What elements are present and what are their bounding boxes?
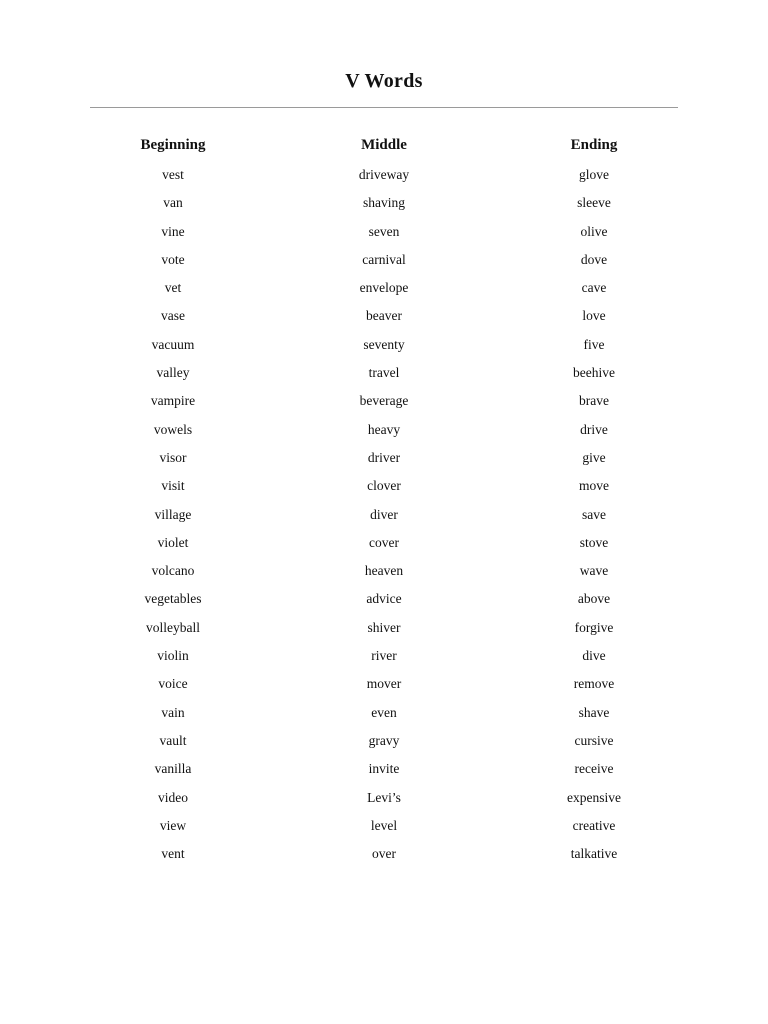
word-item: cursive [574, 732, 614, 748]
word-item: visit [161, 478, 185, 494]
word-item: beaver [366, 308, 402, 324]
word-list-ending [504, 161, 684, 868]
word-item: creative [572, 817, 616, 833]
word-item: travel [368, 365, 400, 381]
word-item: wave [579, 563, 609, 579]
word-item: drive [580, 421, 608, 437]
word-item: shiver [367, 619, 401, 635]
word-item: volcano [151, 563, 195, 579]
word-item: shave [578, 704, 610, 720]
word-item: stove [579, 534, 609, 550]
word-item: vacuum [151, 336, 195, 352]
word-item: violin [157, 648, 189, 664]
column-header-middle: Middle [361, 137, 407, 153]
word-item: heavy [367, 421, 401, 437]
word-item: driveway [358, 167, 410, 182]
word-item: carnival [362, 251, 406, 267]
word-item: five [583, 336, 605, 352]
word-item: invite [368, 761, 400, 777]
word-item: volleyball [146, 619, 200, 635]
word-item: vanilla [154, 761, 192, 777]
word-item: dive [582, 648, 606, 664]
word-item: vet [164, 280, 182, 296]
word-item: cave [581, 280, 607, 296]
word-item: Levi’s [367, 789, 401, 805]
word-item: vowels [153, 421, 193, 437]
word-item: talkative [570, 846, 618, 862]
word-item: beehive [573, 365, 615, 381]
word-item: vest [162, 167, 184, 182]
word-item: vase [161, 308, 185, 324]
word-list-beginning [83, 161, 263, 868]
page-title: V Words [345, 70, 423, 92]
word-item: vain [161, 704, 185, 720]
word-item: save [582, 506, 606, 522]
word-item: give [582, 449, 606, 465]
word-item: over [372, 846, 396, 862]
word-item: remove [573, 676, 615, 692]
word-item: vegetables [144, 591, 202, 607]
word-item: voice [158, 676, 188, 692]
word-item: even [371, 704, 397, 720]
column-ending [504, 133, 684, 868]
word-item: vent [161, 846, 185, 862]
word-item: vine [161, 223, 185, 239]
title-divider [90, 107, 678, 108]
word-item: move [579, 478, 609, 494]
word-item: love [582, 308, 606, 324]
word-item: vampire [150, 393, 196, 409]
word-item: dove [580, 251, 608, 267]
word-item: valley [156, 365, 190, 381]
word-item: heaven [364, 563, 404, 579]
word-item: cover [369, 534, 399, 550]
word-item: shaving [363, 195, 405, 211]
word-item: gravy [368, 732, 400, 748]
column-header-ending: Ending [570, 137, 618, 153]
word-list-middle [294, 161, 474, 868]
word-item: vote [161, 251, 185, 267]
word-item: van [163, 195, 183, 211]
column-beginning [83, 133, 263, 868]
word-item: brave [579, 393, 609, 409]
word-item: village [154, 506, 192, 522]
word-item: clover [367, 478, 401, 494]
column-middle [294, 133, 474, 868]
word-item: above [577, 591, 611, 607]
word-item: river [371, 648, 397, 664]
word-item: envelope [359, 280, 409, 296]
word-item: forgive [574, 619, 614, 635]
word-item: level [370, 817, 398, 833]
word-item: sleeve [577, 195, 611, 211]
word-item: advice [366, 591, 402, 607]
word-item: video [158, 789, 188, 805]
word-item: expensive [567, 789, 621, 805]
word-item: receive [574, 761, 614, 777]
word-item: vault [159, 732, 187, 748]
word-item: view [159, 817, 187, 833]
word-item: diver [370, 506, 398, 522]
word-item: seventy [363, 336, 405, 352]
word-item: mover [366, 676, 402, 692]
column-header-beginning: Beginning [140, 137, 206, 153]
word-item: beverage [359, 393, 409, 409]
word-item: visor [159, 449, 187, 465]
word-item: violet [157, 534, 189, 550]
word-item: seven [368, 223, 400, 239]
word-item: driver [367, 449, 401, 465]
word-item: olive [580, 223, 608, 239]
word-item: glove [579, 167, 609, 182]
